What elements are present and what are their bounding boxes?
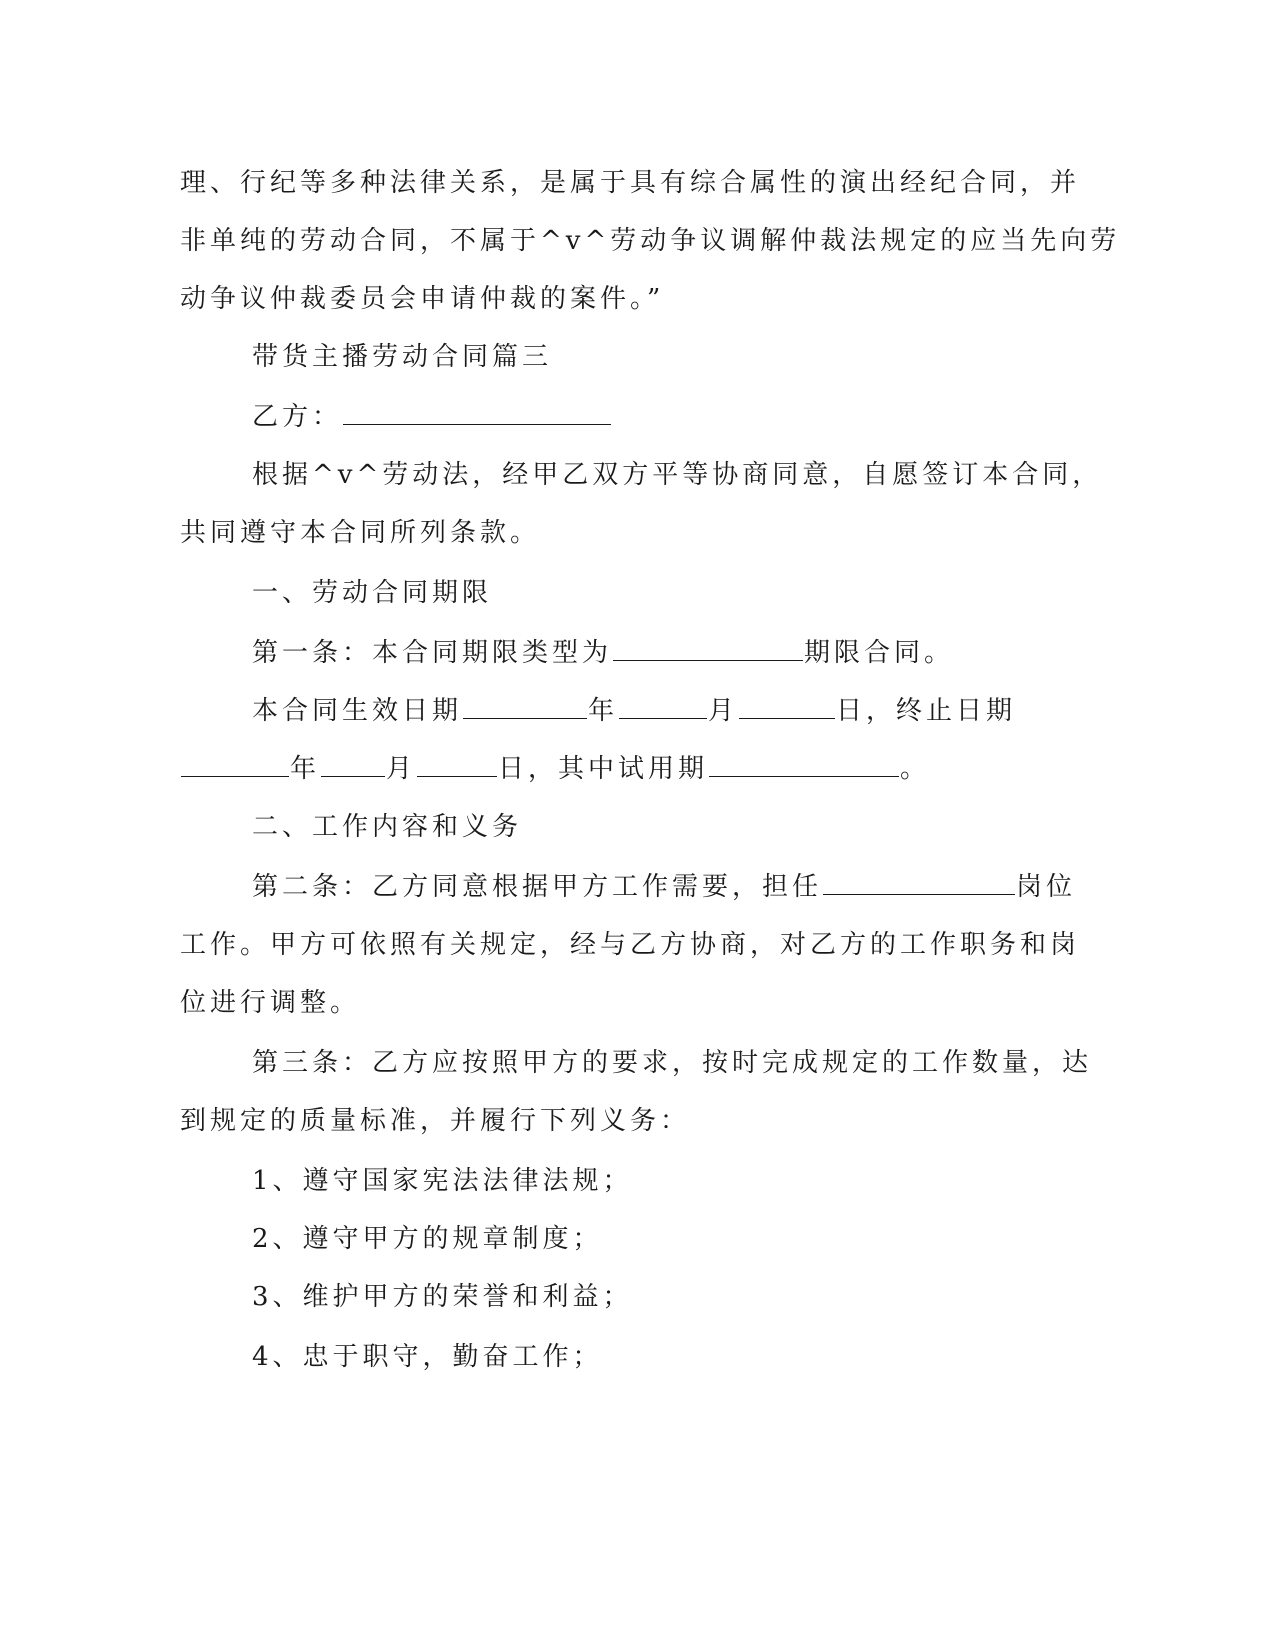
paragraph-text: 根据^v^劳动法，经甲乙双方平等协商同意，自愿签订本合同，	[252, 460, 1103, 490]
text-line	[180, 986, 360, 1020]
clause-text: 岗位	[1016, 872, 1077, 902]
start-day-blank	[739, 692, 835, 719]
clause-text: 第一条：本合同期限类型为	[252, 638, 613, 668]
text-line	[180, 166, 1080, 200]
list-item-text: 1、遵守国家宪法法律法规；	[252, 1166, 633, 1196]
party-b-blank	[343, 398, 611, 425]
period-mark: 。	[900, 754, 931, 784]
party-b-line	[252, 398, 612, 434]
year-label: 年	[588, 696, 619, 726]
month-label: 月	[708, 696, 739, 726]
paragraph-text: 动争议仲裁委员会申请仲裁的案件。”	[180, 284, 665, 314]
year-label: 年	[290, 754, 321, 784]
paragraph-text: 第三条：乙方应按照甲方的要求，按时完成规定的工作数量，达	[252, 1048, 1093, 1078]
paragraph-text: 理、行纪等多种法律关系，是属于具有综合属性的演出经纪合同，并	[180, 168, 1081, 198]
date-label: 本合同生效日期	[252, 696, 463, 726]
text-line	[252, 1046, 1092, 1080]
list-item-text: 4、忠于职守，勤奋工作；	[252, 1342, 603, 1372]
list-item	[252, 1164, 633, 1198]
list-item-text: 3、维护甲方的荣誉和利益；	[252, 1282, 633, 1312]
position-blank	[823, 868, 1015, 895]
paragraph-text: 共同遵守本合同所列条款。	[180, 518, 541, 548]
clause-line	[252, 634, 954, 670]
probation-blank	[709, 750, 899, 777]
heading-text: 一、劳动合同期限	[252, 578, 493, 608]
paragraph-text: 工作。甲方可依照有关规定，经与乙方协商，对乙方的工作职务和岗	[180, 930, 1081, 960]
clause-text: 期限合同。	[804, 638, 955, 668]
paragraph-text: 位进行调整。	[180, 988, 361, 1018]
start-year-blank	[463, 692, 587, 719]
clause-line	[252, 868, 1076, 904]
contract-title: 带货主播劳动合同篇三	[252, 342, 553, 372]
end-day-blank	[417, 750, 497, 777]
party-b-label: 乙方：	[252, 402, 343, 432]
term-type-blank	[613, 634, 803, 661]
text-line	[180, 224, 1120, 258]
text-line	[180, 928, 1080, 962]
end-year-blank	[181, 750, 289, 777]
text-line	[180, 1104, 690, 1138]
section-heading	[252, 810, 522, 844]
day-label: 日，其中试用期	[498, 754, 709, 784]
paragraph-text: 非单纯的劳动合同，不属于^v^劳动争议调解仲裁法规定的应当先向劳	[180, 226, 1121, 256]
date-line	[252, 692, 1016, 728]
start-month-blank	[619, 692, 707, 719]
day-label: 日，终止日期	[836, 696, 1017, 726]
section-title	[252, 340, 552, 374]
list-item	[252, 1222, 603, 1256]
list-item	[252, 1340, 603, 1374]
list-item-text: 2、遵守甲方的规章制度；	[252, 1224, 603, 1254]
date-line	[180, 750, 930, 786]
end-month-blank	[321, 750, 385, 777]
heading-text: 二、工作内容和义务	[252, 812, 523, 842]
clause-text: 第二条：乙方同意根据甲方工作需要，担任	[252, 872, 823, 902]
text-line	[252, 458, 1102, 492]
list-item	[252, 1280, 633, 1314]
paragraph-text: 到规定的质量标准，并履行下列义务：	[180, 1106, 691, 1136]
month-label: 月	[386, 754, 417, 784]
section-heading	[252, 576, 492, 610]
text-line	[180, 516, 540, 550]
text-line	[180, 282, 664, 316]
